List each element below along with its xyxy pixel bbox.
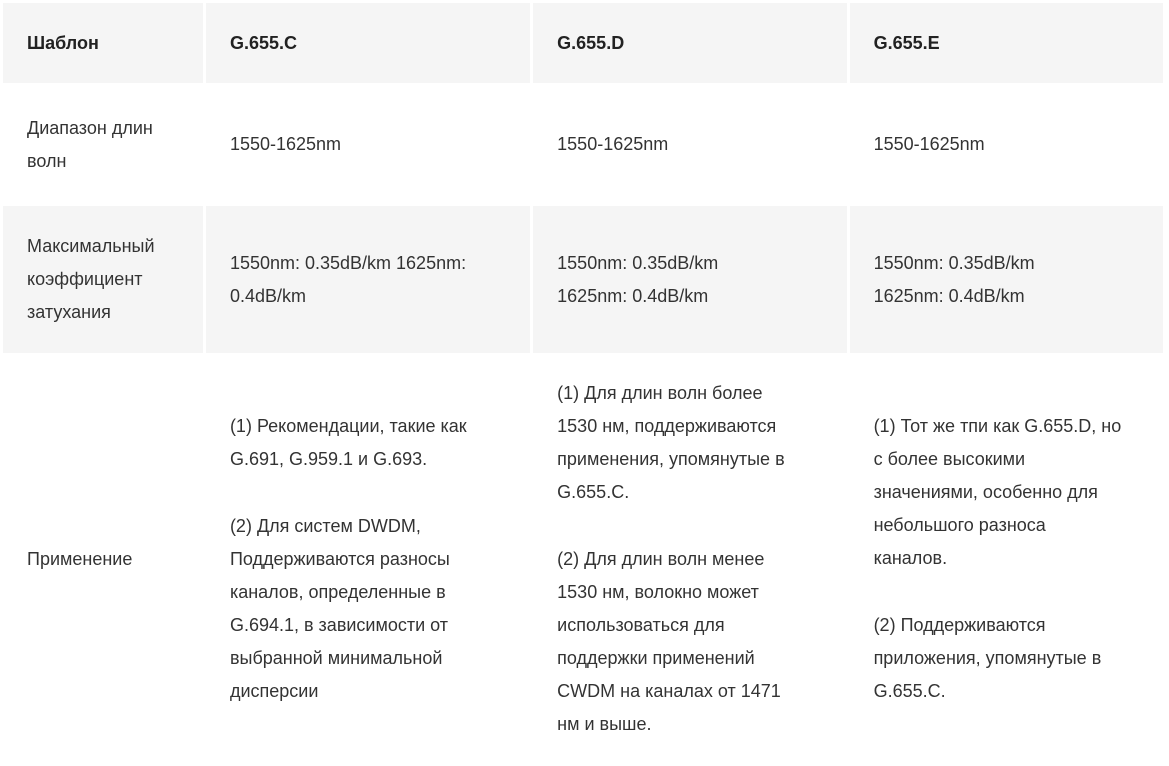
row-label-application: Применение xyxy=(3,356,203,762)
cell-application-e xyxy=(850,356,1163,762)
value-line: 1550nm: 0.35dB/km xyxy=(873,252,1035,273)
cell-wavelength-d: 1550-1625nm xyxy=(533,86,846,203)
label-line: Максимальный xyxy=(27,236,155,256)
app-line: каналов. xyxy=(873,548,948,568)
app-line: небольшого разноса xyxy=(873,515,1046,535)
app-line: использоваться для xyxy=(557,615,725,635)
value-line: 0.4dB/km xyxy=(229,285,306,306)
app-line: приложения, упомянутые в xyxy=(873,648,1102,668)
app-line: G.655.C. xyxy=(873,681,946,701)
cell-application-c xyxy=(206,356,530,762)
app-line: каналов, определенные в xyxy=(229,582,446,602)
value-line: 1625nm: 0.4dB/km xyxy=(873,285,1025,306)
app-line: применения, упомянутые в xyxy=(557,449,785,469)
app-line: CWDM на каналах от 1471 xyxy=(557,681,781,701)
paragraph-gap xyxy=(874,575,1163,609)
app-line: (2) Для систем DWDM, xyxy=(229,516,421,536)
paragraph-gap xyxy=(230,476,530,510)
value-line: 1550nm: 0.35dB/km 1625nm: xyxy=(229,252,467,273)
cell-wavelength-c: 1550-1625nm xyxy=(206,86,530,203)
cell-attenuation-c xyxy=(206,206,530,353)
label-line: волн xyxy=(27,150,67,171)
app-line: нм и выше. xyxy=(557,714,652,734)
app-line: 1530 нм, волокно может xyxy=(557,582,759,602)
label-line: Диапазон длин xyxy=(27,117,153,138)
value-line: 1625nm: 0.4dB/km xyxy=(557,285,709,306)
app-line: с более высокими xyxy=(873,449,1026,469)
table-row-wavelength xyxy=(3,86,1163,203)
cell-wavelength-e: 1550-1625nm xyxy=(850,86,1163,203)
header-g655d: G.655.D xyxy=(533,3,846,83)
cell-attenuation-d xyxy=(533,206,846,353)
header-g655c: G.655.C xyxy=(206,3,530,83)
row-label-attenuation xyxy=(3,206,203,353)
row-label-wavelength xyxy=(3,86,203,203)
cell-attenuation-e xyxy=(850,206,1163,353)
app-line: (2) Для длин волн менее xyxy=(557,549,765,569)
app-line: (2) Поддерживаются xyxy=(873,615,1046,635)
app-line: G.691, G.959.1 и G.693. xyxy=(229,449,428,469)
app-line: (1) Рекомендации, такие как xyxy=(229,416,467,436)
label-line: коэффициент xyxy=(27,269,143,289)
header-g655e: G.655.E xyxy=(850,3,1163,83)
table-row-attenuation xyxy=(3,206,1163,353)
app-line: значениями, особенно для xyxy=(873,482,1098,502)
app-line: (1) Тот же тпи как G.655.D, но xyxy=(873,416,1122,436)
value-line: 1550nm: 0.35dB/km xyxy=(557,252,719,273)
table-row-application xyxy=(3,356,1163,762)
app-line: G.694.1, в зависимости от xyxy=(229,615,449,635)
table-header-row xyxy=(3,3,1163,83)
cell-application-d xyxy=(533,356,846,762)
paragraph-gap xyxy=(557,509,846,543)
app-line: Поддерживаются разносы xyxy=(229,549,450,569)
app-line: дисперсии xyxy=(229,681,319,701)
app-line: выбранной минимальной xyxy=(229,648,443,668)
header-template: Шаблон xyxy=(3,3,203,83)
app-line: 1530 нм, поддерживаются xyxy=(557,416,777,436)
app-line: G.655.C. xyxy=(557,482,630,502)
app-line: (1) Для длин волн более xyxy=(557,383,763,403)
label-line: затухания xyxy=(27,302,111,322)
app-line: поддержки применений xyxy=(557,648,755,668)
